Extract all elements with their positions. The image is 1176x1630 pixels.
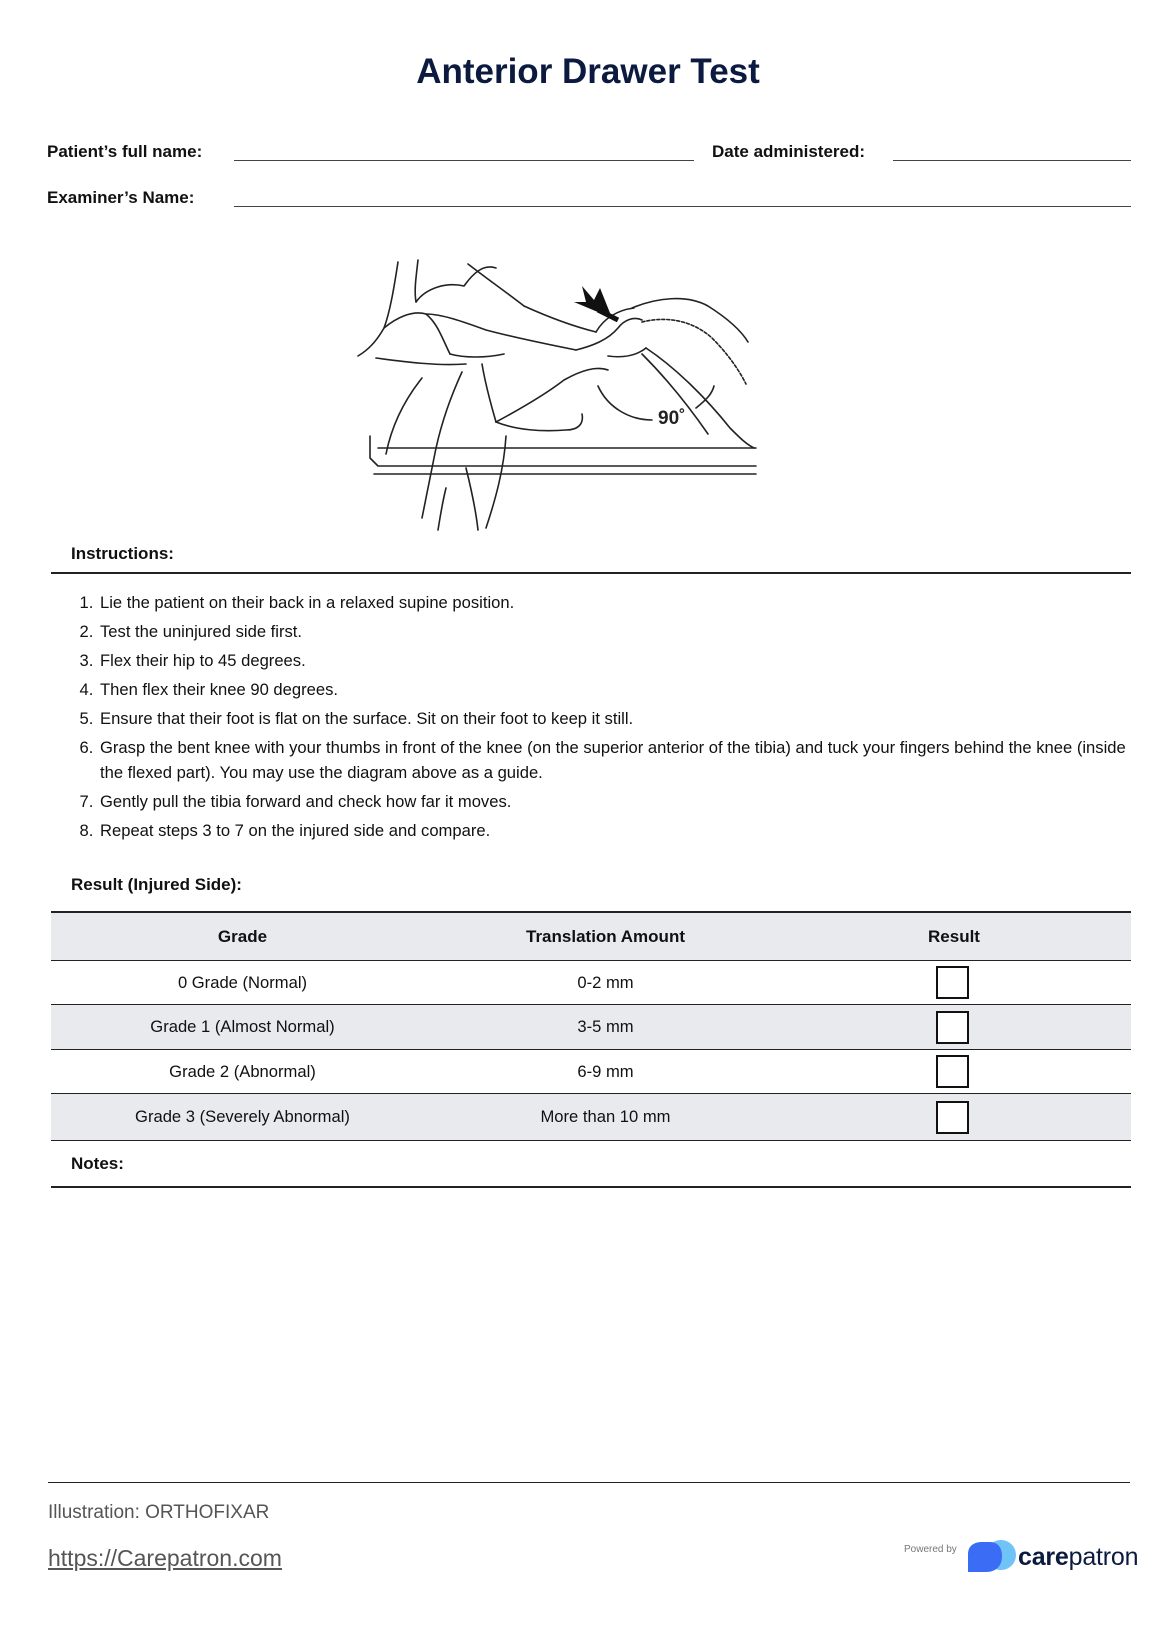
grade-cell: Grade 3 (Severely Abnormal) [51,1094,434,1141]
translation-amount-cell: 6-9 mm [434,1050,777,1094]
examiner-name-label: Examiner’s Name: [47,188,195,207]
date-administered-field[interactable] [893,160,1131,161]
instruction-step: 6. Grasp the bent knee with your thumbs in front of the knee (on the superior anterior of the tibia) and tuck your fingers behind the knee (inside the flexed part). You may use the diagram above as a guide. [98,735,1130,785]
instruction-step: 4. Then flex their knee 90 degrees. [98,677,1130,702]
illustration-credit: Illustration: ORTHOFIXAR [48,1502,270,1523]
result-cell [777,1094,1131,1141]
instruction-step: 7. Gently pull the tibia forward and check how far it moves. [98,789,1130,814]
notes-label: Notes: [71,1154,124,1173]
page-title: Anterior Drawer Test [416,52,760,91]
table-row [51,961,1131,1005]
grade-cell: Grade 1 (Almost Normal) [51,1005,434,1050]
results-heading: Result (Injured Side): [71,875,242,894]
brand-care: care [1018,1543,1069,1571]
date-administered-label: Date administered: [712,142,866,161]
footer-divider [48,1482,1130,1483]
instruction-step: 5. Ensure that their foot is flat on the surface. Sit on their foot to keep it still. [98,706,1130,731]
translation-amount-cell: 3-5 mm [434,1005,777,1050]
patient-name-field[interactable] [234,160,694,161]
translation-amount-cell: 0-2 mm [434,961,777,1005]
powered-by-label: Powered by [904,1544,957,1555]
result-checkbox[interactable] [936,1055,969,1088]
instruction-step: 2. Test the uninjured side first. [98,619,1130,644]
result-cell [777,1005,1131,1050]
table-row [51,1050,1131,1094]
result-checkbox[interactable] [936,1101,969,1134]
patient-name-label: Patient’s full name: [47,142,203,161]
column-header-result: Result [777,912,1131,961]
angle-label: 90˚ [658,408,686,429]
notes-divider [51,1186,1131,1188]
instruction-step: 1. Lie the patient on their back in a relaxed supine position. [98,590,1130,615]
table-row [51,1005,1131,1050]
result-cell [777,961,1131,1005]
instruction-step: 8. Repeat steps 3 to 7 on the injured side and compare. [98,818,1130,843]
table-header-row [51,912,1131,961]
results-table [51,911,1131,1141]
instructions-heading: Instructions: [71,544,174,563]
table-row [51,1094,1131,1141]
carepatron-link[interactable]: https://Carepatron.com [48,1545,282,1571]
result-cell [777,1050,1131,1094]
anterior-drawer-illustration [346,258,786,534]
carepatron-logo-icon [968,1540,1016,1574]
column-header-translation-amount: Translation Amount [434,912,777,961]
grade-cell: 0 Grade (Normal) [51,961,434,1005]
grade-cell: Grade 2 (Abnormal) [51,1050,434,1094]
result-checkbox[interactable] [936,1011,969,1044]
brand-patron: patron [1068,1543,1139,1571]
examiner-name-field[interactable] [234,206,1131,207]
instructions-divider [51,572,1131,574]
column-header-grade: Grade [51,912,434,961]
result-checkbox[interactable] [936,966,969,999]
instruction-step: 3. Flex their hip to 45 degrees. [98,648,1130,673]
carepatron-brand [1018,1543,1138,1572]
instructions-list [50,590,1130,847]
translation-amount-cell: More than 10 mm [434,1094,777,1141]
